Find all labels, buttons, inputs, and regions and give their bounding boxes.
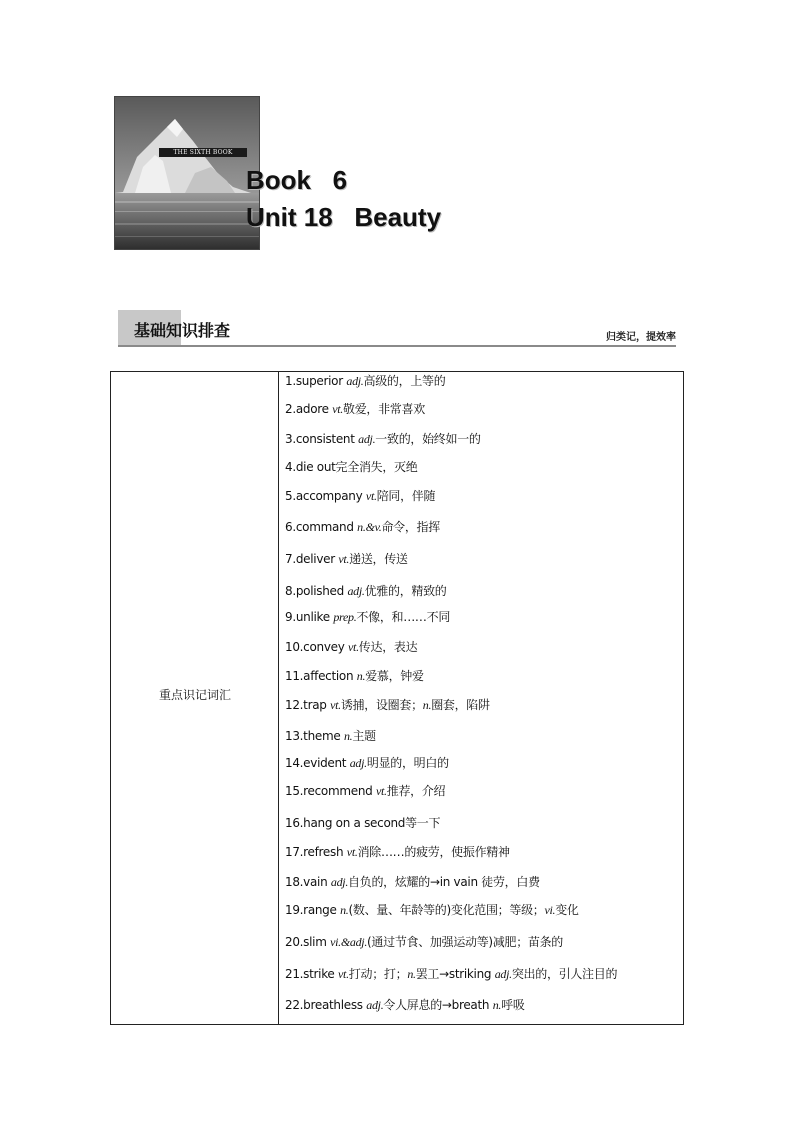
vocab-text: 打动；打； [348,967,408,981]
vocab-item [285,459,417,475]
vocab-text: 命令，指挥 [381,520,440,534]
part-of-speech: adj. [366,998,384,1012]
vocab-text: 主题 [352,729,376,743]
part-of-speech: vi. [544,903,556,917]
vocab-item [285,755,449,771]
vocab-item [285,902,579,918]
vocab-text: 16.hang on a second等一下 [285,816,441,830]
vocab-text: 优雅的，精致的 [364,584,447,598]
part-of-speech: vi.&adj. [330,935,368,949]
iceberg-illustration [115,97,259,249]
part-of-speech: n. [343,729,353,743]
vocab-text: 自负的，炫耀的→in vain 徒劳，白费 [348,875,540,889]
vocab-item [285,583,447,599]
part-of-speech: adj. [346,374,364,388]
vocab-text: 17.refresh [285,845,347,859]
part-of-speech: n. [422,698,432,712]
vocab-item [285,488,435,504]
part-of-speech: n. [407,967,416,981]
vocab-item [285,551,408,567]
vocab-text: 突出的，引人注目的 [511,967,618,981]
vocab-text: 14.evident [285,756,350,770]
vocab-item [285,997,525,1013]
part-of-speech: adj. [349,756,367,770]
section-divider [118,345,676,347]
vocabulary-list [279,372,683,1024]
part-of-speech: adj. [347,584,365,598]
vocab-item [285,609,450,625]
vocab-text: 变化 [555,903,579,917]
vocab-text: 1.superior [285,374,347,388]
part-of-speech: vt. [348,640,359,654]
vocab-text: 22.breathless [285,998,367,1012]
vocab-text: 陪同，伴随 [376,489,436,503]
vocab-text: 呼吸 [501,998,525,1012]
vocab-text: 2.adore [285,402,333,416]
part-of-speech: adj. [358,432,376,446]
part-of-speech: vt. [346,845,358,859]
vocab-text: 20.slim [285,935,331,949]
vocab-item [285,728,376,744]
category-label: 重点识记词汇 [158,688,231,702]
vocab-text: 明显的，明白的 [366,756,449,770]
unit-title: Unit 18 Beauty [246,202,442,232]
vocab-item [285,373,445,389]
vocab-text: 传达，表达 [358,640,418,654]
vocab-text: 高级的，上等的 [363,374,446,388]
vocab-text: 诱捕，设圈套； [340,698,423,712]
vocab-text: 18.vain [285,875,331,889]
section-title: 基础知识排查 [134,321,231,340]
vocab-item [285,431,481,447]
vocab-text: 21.strike [285,967,339,981]
vocab-text: 6.command [285,520,358,534]
vocab-item [285,815,440,831]
part-of-speech: adj. [330,875,349,889]
vocab-text: 递送，传送 [349,552,408,566]
vocab-text: 13.theme [285,729,344,743]
part-of-speech: n. [492,998,502,1012]
vocab-item [285,401,425,417]
part-of-speech: vt. [338,552,350,566]
part-of-speech: n. [356,669,366,683]
category-cell [111,372,279,1024]
vocab-text: 8.polished [285,584,348,598]
part-of-speech: vt. [338,967,349,981]
vocab-item [285,668,424,684]
vocab-text: 推荐，介绍 [386,784,446,798]
vocab-item [285,697,490,713]
vocab-text: 10.convey [285,640,349,654]
part-of-speech: vt. [332,402,343,416]
vocab-text: 爱慕，钟爱 [365,669,424,683]
vocab-text: 圈套，陷阱 [431,698,490,712]
part-of-speech: n.&v. [357,520,382,534]
section-subtitle: 归类记，提效率 [606,332,676,343]
vocab-text: 3.consistent [285,432,359,446]
vocab-text: 罢工→striking [415,967,495,981]
part-of-speech: vt. [365,489,377,503]
part-of-speech: vt. [375,784,387,798]
vocab-item [285,934,563,950]
vocab-text: 15.recommend [285,784,376,798]
vocab-text: 一致的，始终如一的 [375,432,481,446]
vocab-text: 消除……的疲劳，使振作精神 [357,845,510,859]
vocab-text: 敬爱，非常喜欢 [343,402,425,416]
vocab-item [285,874,540,890]
part-of-speech: vt. [330,698,341,712]
part-of-speech: adj. [494,967,512,981]
vocab-item [285,519,440,535]
part-of-speech: prep. [333,610,357,624]
vocabulary-table [110,371,684,1025]
vocab-text: 4.die out完全消失，灭绝 [285,460,418,474]
book-cover-image [114,96,260,250]
vocab-text: 11.affection [285,669,357,683]
vocab-text: 9.unlike [285,610,334,624]
vocab-text: 不像，和……不同 [356,610,451,624]
vocab-item [285,844,510,860]
book-title: Book 6 [246,165,348,195]
cover-label: THE SIXTH BOOK [159,148,247,157]
vocab-text: (通过节食、加强运动等)减肥；苗条的 [367,935,564,949]
vocab-item [285,639,417,655]
vocab-text: (数、量、年龄等的)变化范围；等级； [348,903,545,917]
vocab-text: 令人屏息的→breath [383,998,493,1012]
part-of-speech: n. [340,903,349,917]
vocab-text: 5.accompany [285,489,366,503]
vocab-text: 19.range [285,903,341,917]
vocab-text: 12.trap [285,698,331,712]
vocab-item [285,966,617,982]
vocab-text: 7.deliver [285,552,339,566]
vocab-item [285,783,445,799]
